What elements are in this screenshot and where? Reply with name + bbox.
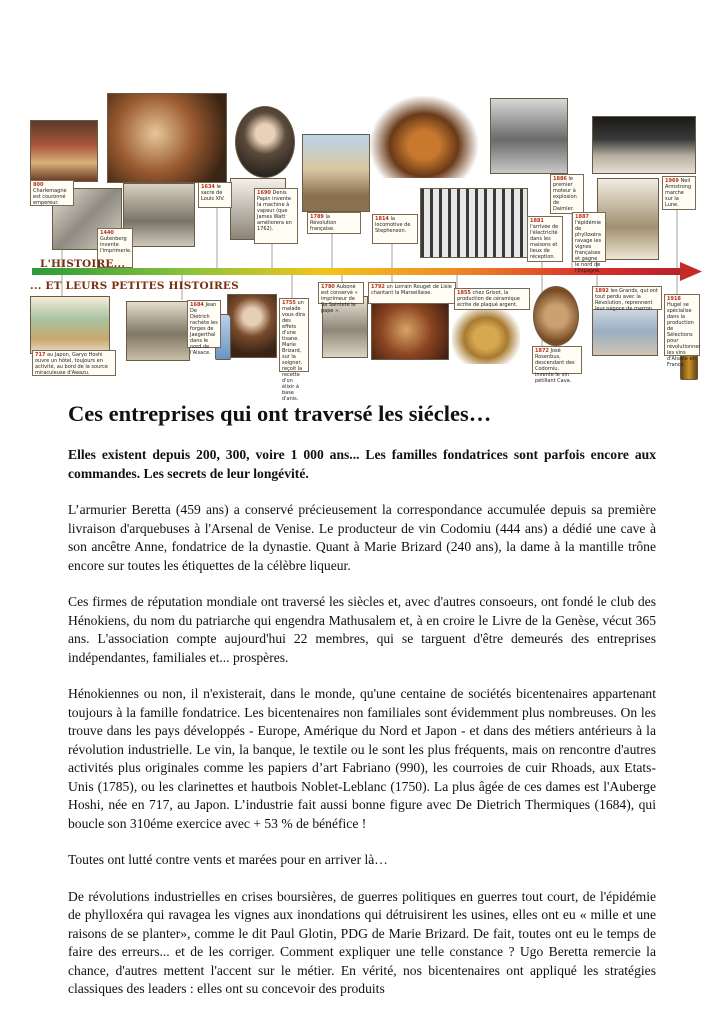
phylloxera-image	[597, 178, 659, 260]
timeline-upper-title: L'HISTOIRE...	[40, 258, 126, 270]
event-label-1755	[279, 298, 309, 402]
event-text: Denis Papin invente la machine à vapeur (que James Watt améliorera en 1762).	[257, 190, 292, 232]
event-text: au Japon, Garyo Hoshi ouvre un hôtel, toujours en activité, au bord de la source miraculeuse d'Awazu.	[35, 352, 108, 376]
event-text: le premier moteur à explosion de Daimler.	[553, 176, 577, 212]
event-year: 1887	[575, 214, 589, 220]
event-year: 717	[35, 352, 46, 358]
event-text: Auboné est conservé « imprimeur de Sa Sainteté le pape ».	[321, 284, 358, 314]
event-label-1690	[254, 188, 298, 244]
event-label-1855	[454, 288, 530, 310]
japanese-print-image	[30, 296, 110, 354]
event-year: 1789	[310, 214, 324, 220]
moon-landing-image	[592, 116, 696, 174]
paragraph-henokiens: Ces firmes de réputation mondiale ont traversé les siècles et, avec d'autres consoeurs, ont fondé le club des Hénokiens, du nom du patriarche qui engendra Mathusalem et, à en croire le Livre de la Genèse, vécut 365 ans. L'association compte aujourd'hui 22 membres, qui se targuent d'être demeurés des entreprises indépendantes, familiales et... prospères.	[68, 594, 656, 665]
event-year: 1440	[100, 230, 114, 236]
event-year: 1684	[190, 302, 204, 308]
event-year: 1872	[535, 348, 549, 354]
event-text: le sacre de Louis XIV.	[201, 184, 225, 202]
event-label-1789	[307, 212, 361, 234]
daimler-car-image	[490, 98, 568, 174]
denis-papin-portrait-image	[235, 106, 295, 178]
event-year: 800	[33, 182, 44, 188]
coronation-painting-image	[30, 120, 98, 182]
electricity-hall-image	[420, 188, 528, 258]
paragraph-vents-marees: Toutes ont lutté contre vents et marées pour en arriver là…	[68, 852, 388, 867]
history-timeline-illustration	[22, 88, 702, 402]
article	[68, 400, 656, 999]
event-text: la locomotive de Stephenson.	[375, 216, 411, 234]
event-text: Charlemagne est couronné empereur.	[33, 188, 67, 206]
event-label-717	[32, 350, 116, 376]
event-label-1814	[372, 214, 418, 244]
event-label-1792	[368, 282, 456, 304]
event-label-1887	[572, 212, 606, 274]
event-year: 1780	[321, 284, 335, 290]
event-text: l'épidémie de phylloxéra ravage les vignes françaises et gagne le nord de l'Espagne.	[575, 220, 602, 274]
forge-village-image	[126, 301, 190, 361]
event-year: 1634	[201, 184, 215, 190]
event-year: 1892	[595, 288, 609, 294]
event-text: José Rosenbus, descendant des Codorníu, invente le vin pétillant Cava.	[535, 348, 575, 384]
event-text: chez Grisot, la production de céramique écrite de plaqué argent.	[457, 290, 520, 308]
paragraph-beretta: L’armurier Beretta (459 ans) a conservé précieusement la correspondance accumulée depuis sa première livraison d'arquebuses à l'Arsenal de Venise. Le producteur de vin Codomiu (444 ans) a dédié une cave à son ancêtre Anne, fondatrice de la dynastie. Quant à Marie Brizard (240 ans), la dame à la mantille trône encore sur toutes les étiquettes de la célèbre liqueur.	[68, 502, 656, 573]
marie-brizard-portrait-image	[227, 294, 277, 358]
event-year: 1886	[553, 176, 567, 182]
paragraph-revolutions: De révolutions industrielles en crises boursières, de guerres politiques en guerres tout court, de l'épidémie de phylloxéra qui ravagea les vignes aux inondations qui détruisirent les usines, elles ont eu « mille et une raisons de se planter», comme le dit Paul Glotin, PDG de Marie Brizard. De fait, toutes ont eu le temps de faire des erreurs... et de les corriger. Comment expliquer une telle constance ? Ugo Beretta remercie la chance, d'autres mettent l'accent sur le métier. En vérité, nos bicentenaires ont appliqué les stratégies classiques des leaders : elles ont su concevoir des produits	[68, 888, 656, 996]
event-text: un malade vous dira des effets d'une tisane. Marie Brizard, sur la soigner, reçoit la recette d'un élixir à base d'anis.	[282, 300, 306, 402]
event-year: 1690	[257, 190, 271, 196]
event-year: 1918	[667, 296, 681, 302]
event-year: 1969	[665, 178, 679, 184]
event-year: 1855	[457, 290, 471, 296]
event-text: un Lorrain Rouget de Lisle chantant la Marseillaise.	[371, 284, 452, 296]
event-label-1780	[318, 282, 364, 314]
event-text: Gutenberg invente l'imprimerie.	[100, 236, 132, 254]
event-text: l'arrivée de l'électricité dans les maisons et lieux de réception.	[530, 224, 559, 260]
locomotive-image	[370, 96, 478, 178]
article-title: Ces entreprises qui ont traversé les siécles…	[68, 401, 492, 426]
article-lead: Elles existent depuis 200, 300, voire 1 000 ans... Les familles fondatrices sont parfois encore aux commandes. Les secrets de leur longévité.	[68, 447, 656, 481]
event-label-1892	[592, 286, 662, 310]
codorniu-medal-image	[533, 286, 579, 346]
event-label-1634	[198, 182, 232, 208]
event-text: la Révolution française.	[310, 214, 337, 232]
napoleon-coronation-image	[107, 93, 227, 183]
event-label-1684	[187, 300, 221, 356]
event-year: 1814	[375, 216, 389, 222]
event-label-1872	[532, 346, 582, 384]
event-label-1886	[550, 174, 584, 214]
event-year: 1755	[282, 300, 296, 306]
event-text: Jean De Dietrich rachète les forges de Jaegerthal dans le nord de l'Alsace.	[190, 302, 218, 356]
louis-xiv-image	[123, 183, 195, 247]
event-text: les Grands, qui ont tout perdu avec la Révolution, reprennent leur négoce de marron.	[595, 288, 658, 312]
marseillaise-painting-image	[371, 300, 449, 360]
paragraph-bicentenaires: Hénokiennes ou non, il n'existerait, dans le monde, qu'une centaine de sociétés bicentenaires appartenant toujours à la famille fondatrice. Les bicentenaires non familiales sont évidemment plus nombreuses. On les trouve dans les pays développés - Europe, Amérique du Nord et Japon - et dans des métiers antérieurs à la révolution industrielle. Le vin, la banque, le textile ou le sont les plus fréquents, mais on rencontre d'autres activités plus originales comme les papiers d’art Fabriano (990), les courroies de cuir Rhoads, aux Etats-Unis (1785), ou les clarinettes et hautbois Noblet-Leblanc (1750). La plus âgée de ces dames est l'Auberge Hoshi, née en 717, au Japon. L’industrie fait aussi bonne figure avec De Dietrich Thermiques (1684), qui boucle son 310éme exercice avec + 53 % de bénéfice !	[68, 686, 656, 831]
timeline-lower-title: ... ET LEURS PETITES HISTOIRES	[30, 280, 239, 292]
event-label-1881	[527, 216, 563, 262]
event-label-800	[30, 180, 74, 206]
event-label-1918	[664, 294, 701, 368]
bastille-image	[302, 134, 370, 212]
event-year: 1792	[371, 284, 385, 290]
event-year: 1881	[530, 218, 544, 224]
event-label-1969	[662, 176, 696, 210]
event-text: Hugel se spécialise dans la production de Sélections pour révolutionner les vins d'Alsace en France.	[667, 302, 701, 368]
silverware-image	[452, 306, 520, 364]
event-text: Neil Armstrong marche sur la Lune.	[665, 178, 692, 208]
